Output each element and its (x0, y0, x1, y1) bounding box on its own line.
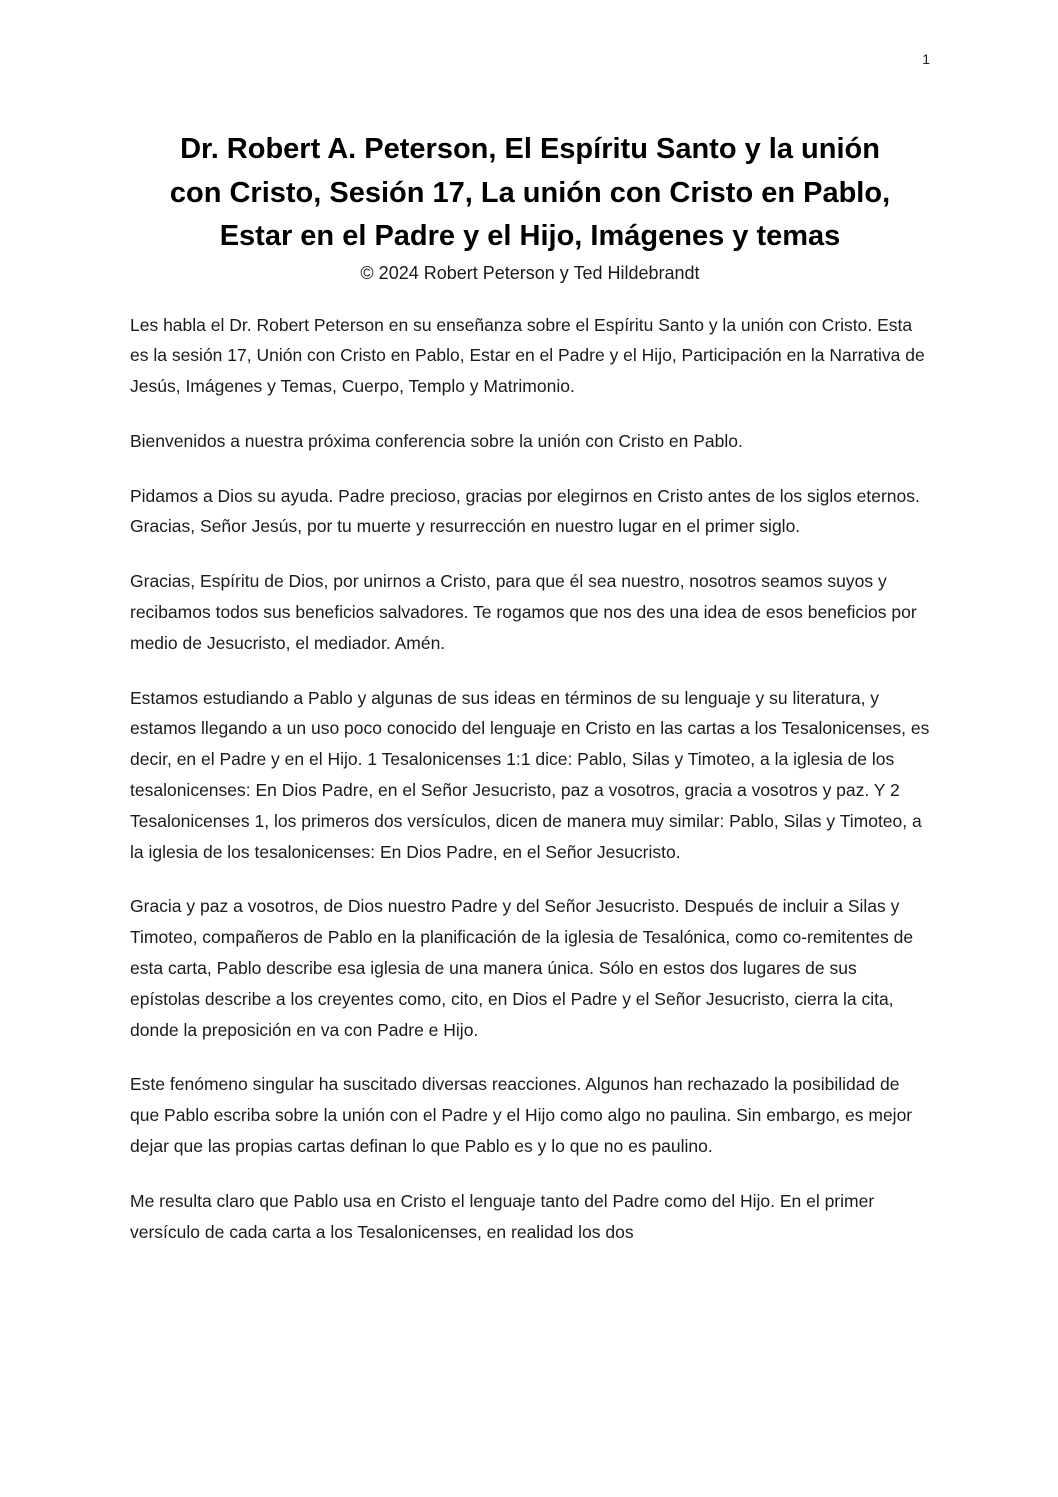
copyright-line: © 2024 Robert Peterson y Ted Hildebrandt (360, 262, 700, 283)
paragraph: Bienvenidos a nuestra próxima conferencia sobre la unión con Cristo en Pablo. (130, 430, 743, 451)
document-title-line: con Cristo, Sesión 17, La unión con Cristo en Pablo, (169, 176, 891, 209)
page-number: 1 (922, 51, 930, 67)
document-body (130, 310, 930, 1248)
document-title-line: Estar en el Padre y el Hijo, Imágenes y temas (219, 220, 841, 252)
paragraph: Este fenómeno singular ha suscitado diversas reacciones. Algunos han rechazado la posibilidad de que Pablo escriba sobre la unión con el Padre y el Hijo como algo no paulina. Sin embargo, es mejor dejar que las propias cartas definan lo que Pablo es y lo que no es paulino. (130, 1074, 913, 1157)
paragraph: Les habla el Dr. Robert Peterson en su enseñanza sobre el Espíritu Santo y la unión con Cristo. Esta es la sesión 17, Unión con Cristo en Pablo, Estar en el Padre y el Hijo, Participación en la Narrativa de Jesús, Imágenes y Temas, Cuerpo, Templo y Matrimonio. (130, 314, 925, 397)
paragraph: Estamos estudiando a Pablo y algunas de sus ideas en términos de su lenguaje y su literatura, y estamos llegando a un uso poco conocido del lenguaje en Cristo en las cartas a los Tesalonicenses, es decir, en el Padre y en el Hijo. 1 Tesalonicenses 1:1 dice: Pablo, Silas y Timoteo, a la iglesia de los tesalonicenses: En Dios Padre, en el Señor Jesucristo, paz a vosotros, gracia a vosotros y paz. Y 2 Tesalonicenses 1, los primeros dos versículos, dicen de manera muy similar: Pablo, Silas y Timoteo, a la iglesia de los tesalonicenses: En Dios Padre, en el Señor Jesucristo. (130, 687, 930, 862)
paragraph: Pidamos a Dios su ayuda. Padre precioso, gracias por elegirnos en Cristo antes de los siglos eternos. Gracias, Señor Jesús, por tu muerte y resurrección en nuestro lugar en el primer siglo. (130, 485, 920, 537)
paragraph: Me resulta claro que Pablo usa en Cristo el lenguaje tanto del Padre como del Hijo. En el primer versículo de cada carta a los Tesalonicenses, en realidad los dos (130, 1190, 875, 1242)
paragraph: Gracias, Espíritu de Dios, por unirnos a Cristo, para que él sea nuestro, nosotros seamos suyos y recibamos todos sus beneficios salvadores. Te rogamos que nos des una idea de esos beneficios por medio de Jesucristo, el mediador. Amén. (130, 571, 917, 653)
paragraph: Gracia y paz a vosotros, de Dios nuestro Padre y del Señor Jesucristo. Después de incluir a Silas y Timoteo, compañeros de Pablo en la planificación de la iglesia de Tesalónica, como co-remitentes de esta carta, Pablo describe esa iglesia de una manera única. Sólo en estos dos lugares de sus epístolas describe a los creyentes como, cito, en Dios el Padre y el Señor Jesucristo, cierra la cita, donde la preposición en va con Padre e Hijo. (130, 896, 914, 1040)
document-title-line: Dr. Robert A. Peterson, El Espíritu Santo y la unión (180, 133, 880, 165)
document-title (130, 128, 930, 259)
